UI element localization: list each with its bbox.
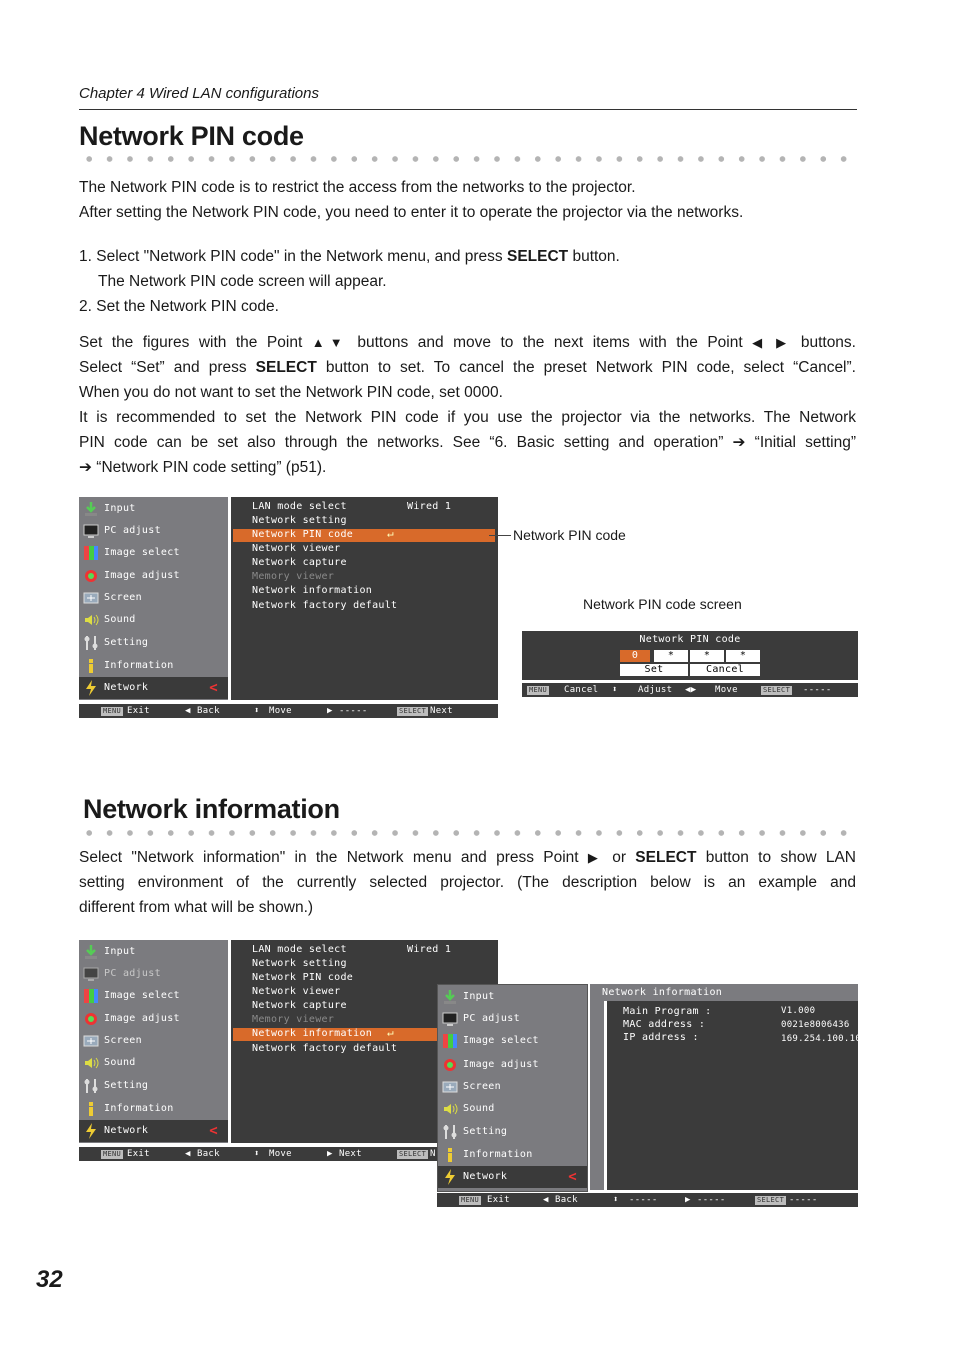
up-down-arrow-icon: ▲▼ [311, 335, 348, 350]
information-icon [82, 657, 100, 675]
set-button[interactable]: Set [620, 664, 688, 676]
menu-item-information[interactable]: Information [79, 1098, 228, 1120]
info-panel [607, 1001, 867, 1190]
right-arrow-icon: ▶ [327, 1149, 333, 1159]
menu-item-network[interactable]: Network < [438, 1166, 587, 1188]
menu-item-image-select[interactable]: Image select [79, 985, 228, 1007]
menu-item-input[interactable]: Input [79, 498, 228, 520]
right-arrow-icon: ▶ [327, 706, 333, 716]
chevron-left-icon: < [209, 1123, 218, 1139]
menu-item-pc-adjust[interactable]: PC adjust [438, 1008, 587, 1030]
guide-bar: MENU Exit ◀ Back ⬍ Move ▶ Next SELECT N [79, 1147, 498, 1161]
information-icon [441, 1146, 459, 1164]
menu-item-screen[interactable]: Screen [79, 587, 228, 609]
right-arrow-icon: ▶ [685, 1195, 691, 1205]
chapter-header: Chapter 4 Wired LAN configurations [79, 85, 319, 102]
menu-item-image-select[interactable]: Image select [79, 542, 228, 564]
menu-item-input[interactable]: Input [438, 986, 587, 1008]
main-menu [79, 940, 228, 1143]
menu-item-network[interactable]: Network < [79, 677, 228, 699]
screen-icon [82, 589, 100, 607]
info-key-mac-address: MAC address : [623, 1019, 706, 1030]
menu-item-information[interactable]: Information [438, 1144, 587, 1166]
chevron-left-icon: < [568, 1169, 577, 1185]
enter-icon: ↵ [387, 527, 394, 540]
menu-item-image-select[interactable]: Image select [438, 1030, 587, 1052]
pc-adjust-icon [82, 522, 100, 540]
section-title-network-information: Network information [83, 794, 340, 824]
info-side-strip [590, 1001, 604, 1190]
info-title-bar: Network information [590, 984, 858, 1001]
network-info-paragraph: Select "Network information" in the Network menu and press Point ▶ or SELECT button to show LAN setting environment of the currently selected projector. (The description below is an example and different from what will be shown.) [79, 849, 856, 916]
input-icon [441, 988, 459, 1006]
image-adjust-icon [82, 1010, 100, 1028]
menu-item-information[interactable]: Information [79, 655, 228, 677]
up-down-icon: ⬍ [254, 706, 260, 716]
up-down-icon: ⬍ [613, 1195, 619, 1205]
intro-paragraph: The Network PIN code is to restrict the access from the networks to the projector. After setting the Network PIN code, you need to enter it to operate the projector via the networks. [79, 179, 744, 221]
menu-item-image-adjust[interactable]: Image adjust [79, 565, 228, 587]
image-select-icon [82, 544, 100, 562]
network-icon [82, 679, 100, 697]
submenu-lan-mode-select[interactable]: LAN mode select Wired 1 [252, 501, 452, 512]
submenu-lan-mode-select[interactable]: LAN mode select Wired 1 [252, 944, 452, 955]
image-adjust-icon [82, 567, 100, 585]
info-value-mac-address: 0021e8006436 [781, 1020, 850, 1030]
submenu-network-pin-code[interactable]: Network PIN code ↵ [233, 529, 495, 542]
menu-item-image-adjust[interactable]: Image adjust [438, 1054, 587, 1076]
input-icon [82, 500, 100, 518]
network-icon [441, 1168, 459, 1186]
dotted-divider [79, 830, 857, 836]
sound-icon [441, 1100, 459, 1118]
submenu-network-information[interactable]: Network information ↵ [233, 1028, 495, 1041]
enter-icon: ↵ [387, 1026, 394, 1039]
info-value-ip-address: 169.254.100.100 [781, 1034, 867, 1044]
menu-item-pc-adjust[interactable]: PC adjust [79, 520, 228, 542]
up-down-icon: ⬍ [612, 685, 618, 695]
dotted-divider [79, 156, 857, 162]
header-rule [79, 109, 857, 110]
pc-adjust-icon [82, 965, 100, 983]
left-right-arrow-icon: ◀ ▶ [752, 335, 792, 350]
menu-item-pc-adjust[interactable]: PC adjust [79, 963, 228, 985]
left-arrow-icon: ◀ [543, 1195, 549, 1205]
info-key-main-program: Main Program : [623, 1006, 712, 1017]
setting-icon [82, 634, 100, 652]
instructions-paragraph: Set the figures with the Point ▲▼ buttons and move to the next items with the Point ◀ ▶ buttons. Select “Set” and press SELECT button to set. To cancel the preset Network PIN code, select “Cancel”. When you do not want to set the Network PIN code, set 0000. It is recommended to set the Network PIN code if you use the projector via the networks. The Network PIN code can be set also through the networks. See “6. Basic setting and operation” ➔ “Initial setting” ➔ “Network PIN code setting” (p51). [79, 334, 856, 476]
information-icon [82, 1100, 100, 1118]
right-arrow-icon: ▶ [587, 850, 603, 865]
network-icon [82, 1122, 100, 1140]
info-guide-bar: MENU Exit ◀ Back ⬍ ----- ▶ ----- SELECT ----- [437, 1193, 858, 1207]
chevron-left-icon: < [209, 680, 218, 696]
menu-item-sound[interactable]: Sound [79, 1052, 228, 1074]
menu-item-screen[interactable]: Screen [438, 1076, 587, 1098]
menu-item-sound[interactable]: Sound [79, 609, 228, 631]
main-menu [79, 497, 228, 700]
left-arrow-icon: ◀ [185, 706, 191, 716]
left-arrow-icon: ◀ [185, 1149, 191, 1159]
pin-guide-bar: MENU Cancel ⬍ Adjust ◀▶ Move SELECT ----- [522, 683, 858, 697]
pin-dialog [522, 631, 858, 680]
screen-icon [441, 1078, 459, 1096]
steps: 1. Select "Network PIN code" in the Network menu, and press SELECT button. The Network PIN code screen will appear. 2. Set the Network PIN code. [79, 248, 620, 315]
menu-item-network[interactable]: Network < [79, 1120, 228, 1142]
pin-digit-1[interactable]: 0 [620, 650, 650, 662]
pin-digit-4[interactable]: * [726, 650, 760, 662]
menu-item-setting[interactable]: Setting [79, 1075, 228, 1097]
section-title-network-pin-code: Network PIN code [79, 121, 304, 151]
image-select-icon [441, 1032, 459, 1050]
pin-digit-2[interactable]: * [654, 650, 688, 662]
sound-icon [82, 1054, 100, 1072]
info-value-main-program: V1.000 [781, 1006, 816, 1016]
network-submenu: LAN mode select Wired 1 Network setting Network PIN code ↵ Network viewer Network capture Memory viewer Network information Network factory default [231, 497, 498, 700]
info-key-ip-address: IP address : [623, 1032, 699, 1043]
menu-item-setting[interactable]: Setting [438, 1121, 587, 1143]
menu-item-image-adjust[interactable]: Image adjust [79, 1008, 228, 1030]
menu-item-sound[interactable]: Sound [438, 1098, 587, 1120]
screen-icon [82, 1032, 100, 1050]
left-right-icon: ◀▶ [685, 685, 697, 695]
main-menu [437, 984, 588, 1192]
input-icon [82, 943, 100, 961]
menu-item-screen[interactable]: Screen [79, 1030, 228, 1052]
image-adjust-icon [441, 1056, 459, 1074]
menu-item-setting[interactable]: Setting [79, 632, 228, 654]
setting-icon [441, 1123, 459, 1141]
callout-pin-screen: Network PIN code screen [583, 596, 742, 612]
image-select-icon [82, 987, 100, 1005]
pc-adjust-icon [441, 1010, 459, 1028]
sound-icon [82, 611, 100, 629]
pin-dialog-title: Network PIN code [639, 634, 741, 645]
up-down-icon: ⬍ [254, 1149, 260, 1159]
guide-bar: MENU Exit ◀ Back ⬍ Move ▶ ----- SELECT Next [79, 704, 498, 718]
page-number: 32 [36, 1266, 63, 1293]
cancel-button[interactable]: Cancel [690, 664, 760, 676]
menu-item-input[interactable]: Input [79, 941, 228, 963]
callout-line [489, 535, 511, 536]
pin-digit-3[interactable]: * [690, 650, 724, 662]
network-submenu: LAN mode select Wired 1 Network setting Network PIN code Network viewer Network capture Memory viewer Network information ↵ Network factory default [231, 940, 498, 1143]
callout-network-pin-code: Network PIN code [513, 527, 626, 543]
setting-icon [82, 1077, 100, 1095]
